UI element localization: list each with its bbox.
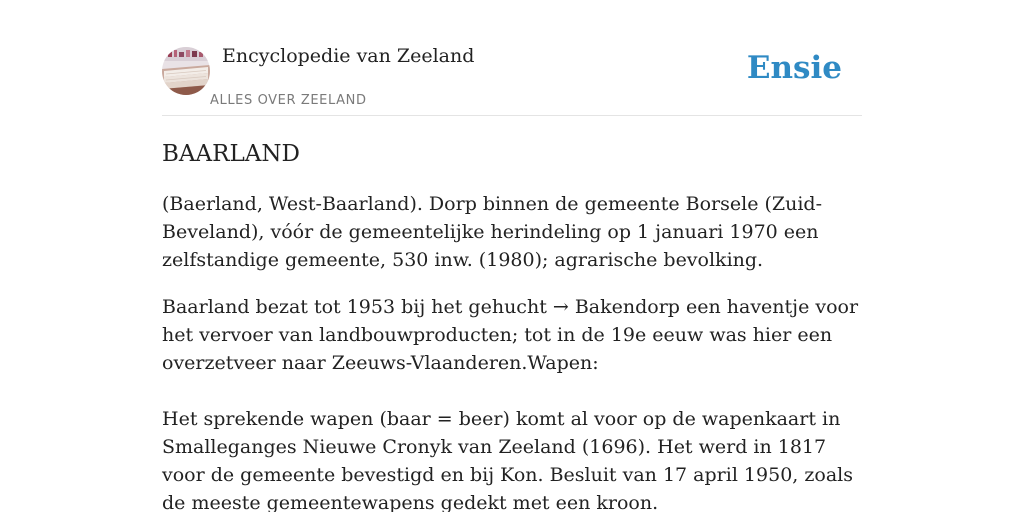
- article: [162, 138, 862, 512]
- book-photo-icon: [162, 47, 210, 95]
- article-paragraph: (Baerland, West-Baarland). Dorp binnen de gemeente Borsele (Zuid-Beveland), vóór de gemeentelijke herindeling op 1 januari 1970 een zelfstandige gemeente, 530 inw. (1980); agrarische bevolking.: [162, 193, 822, 271]
- article-paragraph: Het sprekende wapen (baar = beer) komt al voor op de wapenkaart in Smalleganges Nieuwe Cronyk van Zeeland (1696). Het werd in 1817 voor de gemeente bevestigd en bij Kon. Besluit van 17 april 1950, zoals de meeste gemeentewapens gedekt met een kroon.: [162, 408, 853, 512]
- site-tagline: ALLES OVER ZEELAND: [210, 93, 367, 108]
- avatar[interactable]: [162, 47, 210, 95]
- site-header: [162, 0, 862, 116]
- brand-logo[interactable]: Ensie: [746, 50, 842, 86]
- article-title: BAARLAND: [162, 141, 300, 167]
- site-title[interactable]: Encyclopedie van Zeeland: [222, 45, 475, 67]
- article-paragraph: Baarland bezat tot 1953 bij het gehucht → Bakendorp een haventje voor het vervoer van landbouwproducten; tot in de 19e eeuw was hier een overzetveer naar Zeeuws-Vlaanderen.Wapen:: [162, 296, 859, 374]
